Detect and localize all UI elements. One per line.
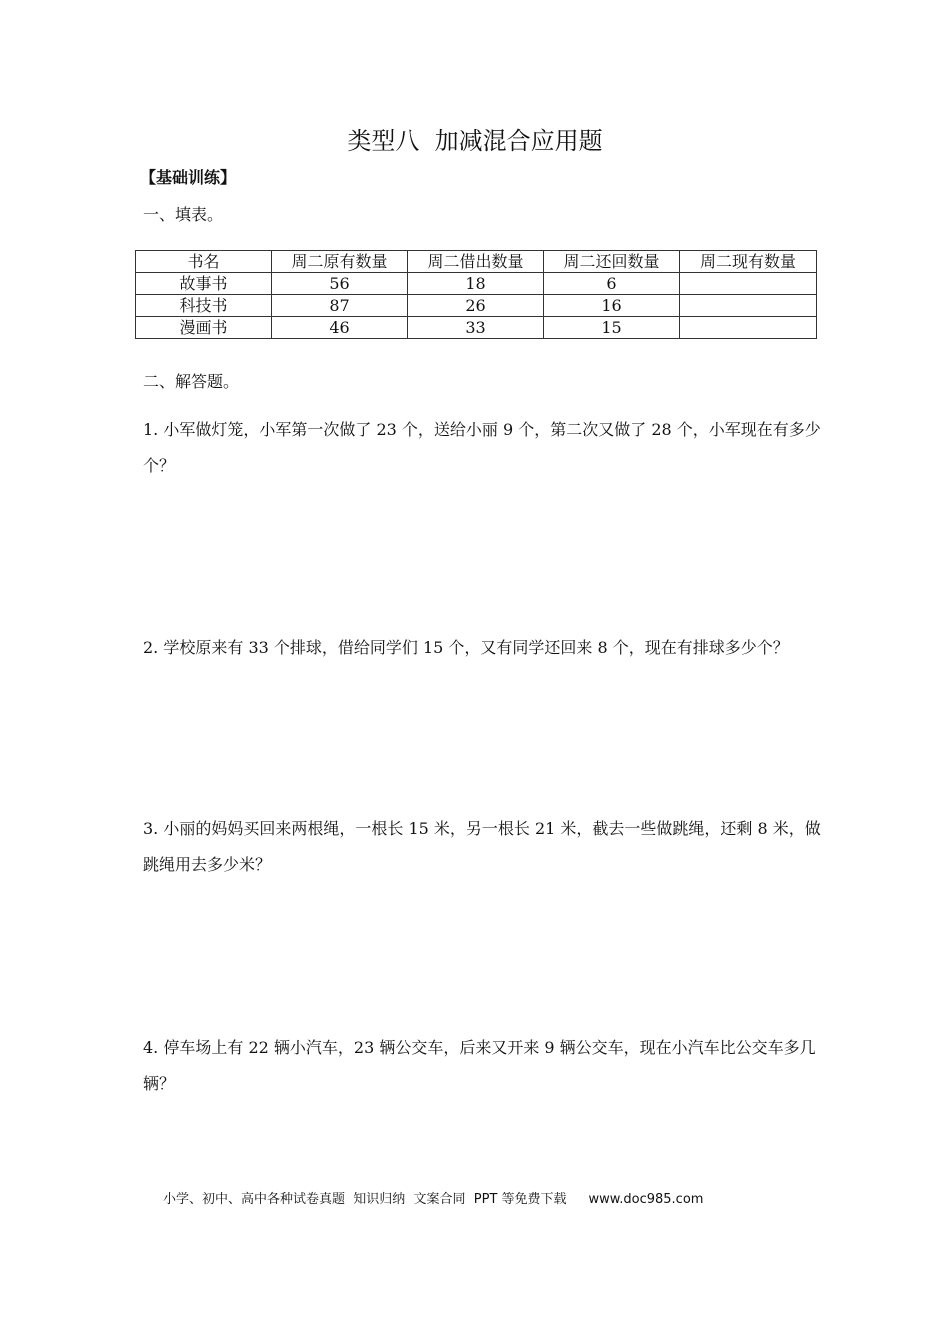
header-borrowed-count: 周二借出数量: [408, 251, 544, 273]
cell-current-count-blank[interactable]: [680, 317, 817, 339]
header-current-count: 周二现有数量: [680, 251, 817, 273]
part-2-heading: 二、解答题。: [143, 372, 240, 391]
header-returned-count: 周二还回数量: [544, 251, 680, 273]
question-1: 1. 小军做灯笼，小军第一次做了 23 个，送给小丽 9 个，第二次又做了 28 个，小军现在有多少个？: [143, 420, 821, 475]
cell-original-count: 56: [272, 273, 408, 295]
cell-borrowed-count: 33: [408, 317, 544, 339]
cell-returned-count: 16: [544, 295, 680, 317]
question-4: 4. 停车场上有 22 辆小汽车，23 辆公交车，后来又开来 9 辆公交车，现在小汽车比公交车多几辆？: [143, 1038, 816, 1093]
part-1-heading: 一、填表。: [143, 205, 224, 224]
table-row: [136, 317, 817, 339]
question-3: 3. 小丽的妈妈买回来两根绳，一根长 15 米，另一根长 21 米，截去一些做跳绳，还剩 8 米，做跳绳用去多少米？: [143, 819, 821, 874]
table-row: [136, 273, 817, 295]
table-header-row: [136, 251, 817, 273]
footer-url[interactable]: www.doc985.com: [588, 1192, 704, 1207]
cell-current-count-blank[interactable]: [680, 273, 817, 295]
cell-returned-count: 6: [544, 273, 680, 295]
book-count-table: [135, 250, 817, 339]
question-2: 2. 学校原来有 33 个排球，借给同学们 15 个，又有同学还回来 8 个，现在有排球多少个？: [143, 638, 789, 657]
cell-book-name: 漫画书: [136, 317, 272, 339]
header-book-name: 书名: [136, 251, 272, 273]
cell-returned-count: 15: [544, 317, 680, 339]
footer-text: 小学、初中、高中各种试卷真题 知识归纳 文案合同 PPT 等免费下载: [163, 1192, 567, 1207]
page-title: 类型八 加减混合应用题: [347, 127, 603, 155]
cell-book-name: 故事书: [136, 273, 272, 295]
page-footer: [163, 1189, 703, 1211]
cell-current-count-blank[interactable]: [680, 295, 817, 317]
cell-borrowed-count: 18: [408, 273, 544, 295]
cell-book-name: 科技书: [136, 295, 272, 317]
cell-original-count: 87: [272, 295, 408, 317]
header-original-count: 周二原有数量: [272, 251, 408, 273]
table-row: [136, 295, 817, 317]
cell-borrowed-count: 26: [408, 295, 544, 317]
cell-original-count: 46: [272, 317, 408, 339]
section-tag-basic-training: 【基础训练】: [140, 168, 237, 187]
